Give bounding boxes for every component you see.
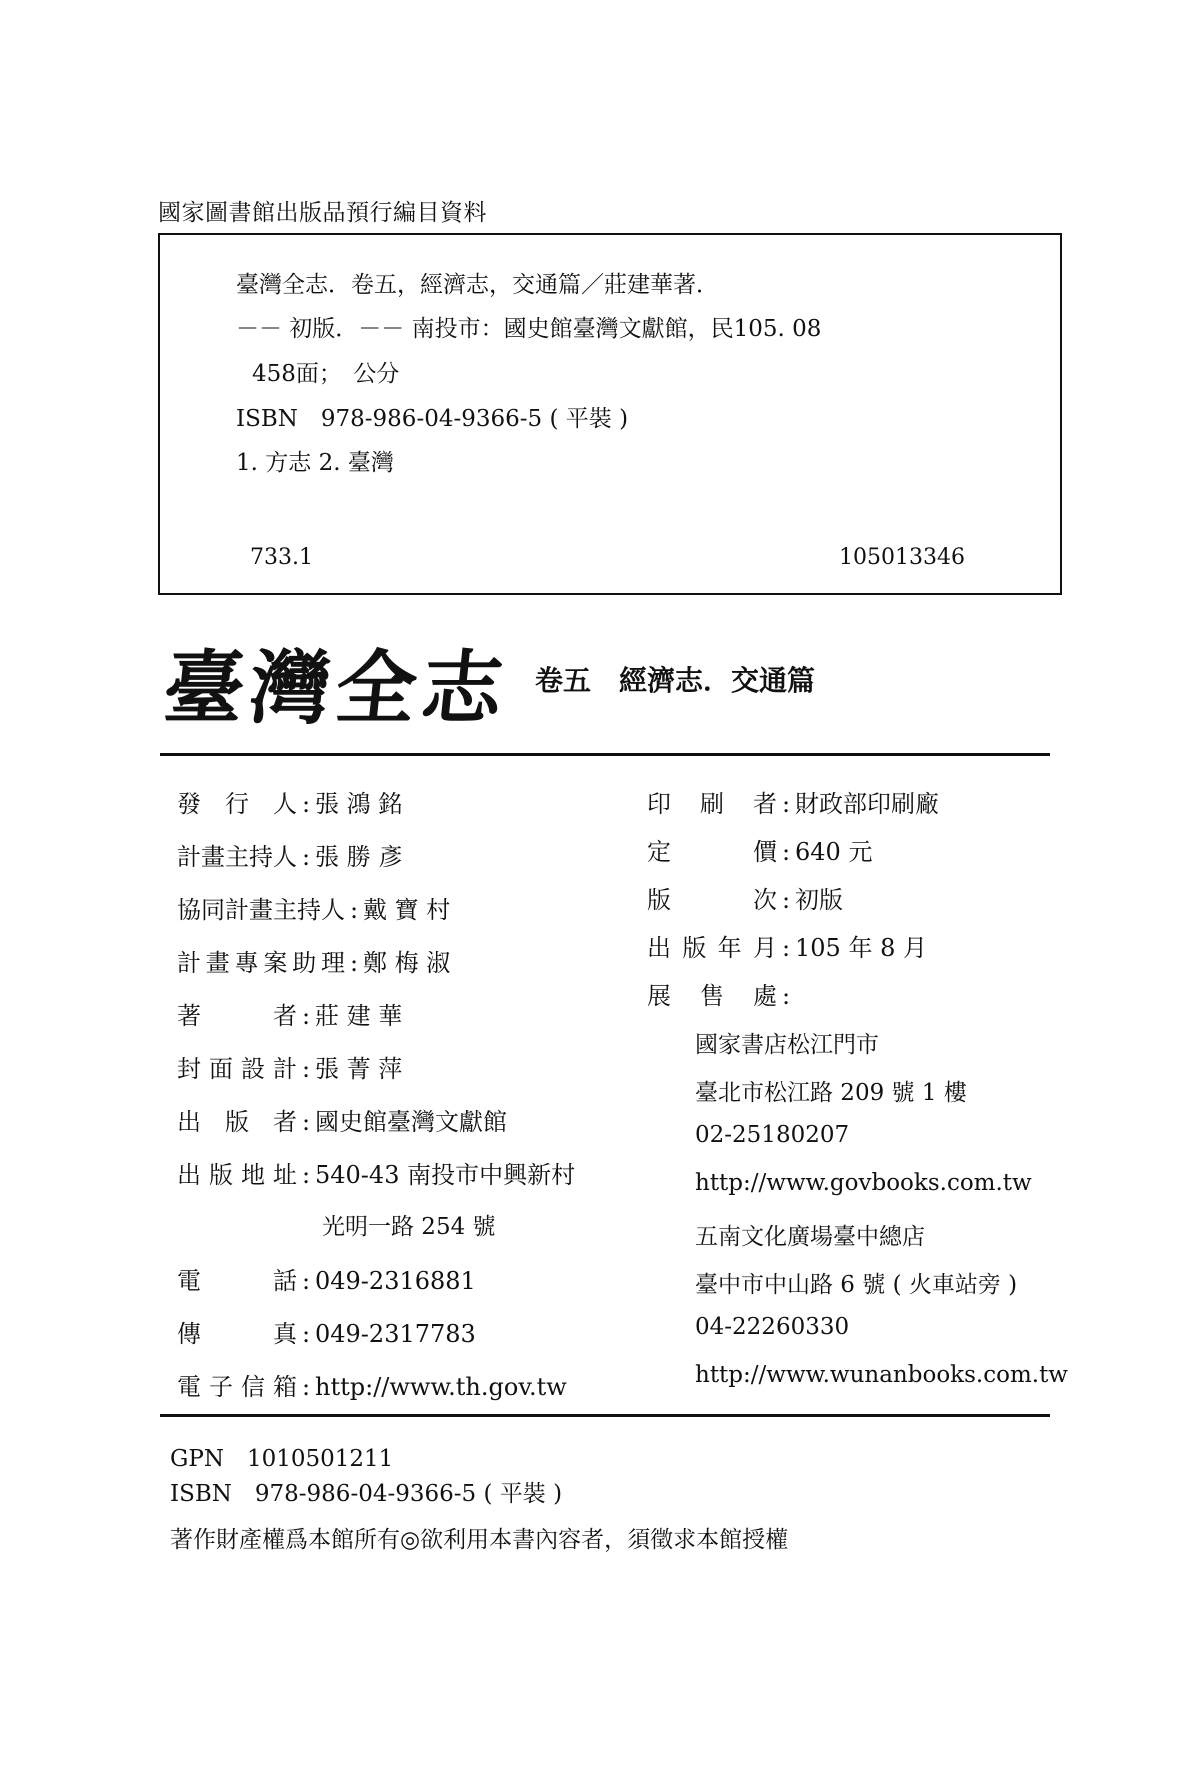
info-label: 出版地址 — [177, 1161, 297, 1189]
info-address-continued: 光明一路 254 號 — [322, 1214, 496, 1240]
info-value: 049-2316881 — [315, 1267, 476, 1295]
info-label: 計畫專案助理 — [177, 949, 345, 977]
info-value: 049-2317783 — [315, 1320, 476, 1348]
outlet-line: 五南文化廣場臺中總店 — [695, 1224, 925, 1250]
info-project-assistant: 計畫專案助理 : 鄭 梅 淑 — [177, 943, 450, 978]
info-value: 鄭 梅 淑 — [363, 949, 451, 977]
info-co-host: 協同計畫主持人 : 戴 寶 村 — [177, 890, 450, 925]
info-value: 財政部印刷廠 — [795, 790, 939, 818]
isbn-number: ISBN 978-986-04-9366-5 ( 平裝 ) — [170, 1481, 563, 1507]
info-publisher: 出版者 : 國史館臺灣文獻館 — [177, 1102, 507, 1137]
info-label: 傳真 — [177, 1320, 297, 1348]
info-value: 張 勝 彥 — [315, 843, 403, 871]
volume-title: 卷五 經濟志．交通篇 — [535, 664, 816, 697]
info-project-host: 計畫主持人 : 張 勝 彥 — [177, 837, 402, 872]
info-address: 出版地址 : 540-43 南投市中興新村 — [177, 1155, 575, 1190]
info-value: 國史館臺灣文獻館 — [315, 1108, 507, 1136]
cip-edition-line: －－ 初版．－－ 南投市：國史館臺灣文獻館，民105. 08 — [236, 316, 822, 342]
info-value: 張 菁 萍 — [315, 1055, 403, 1083]
outlet-line: 02-25180207 — [695, 1122, 850, 1148]
cip-classification: 733.1 — [250, 545, 313, 570]
info-label: 出版年月 — [647, 934, 777, 962]
gpn-number: GPN 1010501211 — [170, 1446, 394, 1472]
outlet-line: 04-22260330 — [695, 1314, 850, 1340]
info-phone: 電話 : 049-2316881 — [177, 1261, 476, 1296]
info-outlets-label: 展售處 : — [647, 976, 795, 1011]
bottom-divider — [160, 1414, 1050, 1417]
info-printer: 印刷者 : 財政部印刷廠 — [647, 784, 939, 819]
info-website: 電子信箱 : http://www.th.gov.tw — [177, 1367, 567, 1402]
info-value: 張 鴻 銘 — [315, 790, 403, 818]
cip-pages-line: 458面； 公分 — [252, 361, 400, 387]
info-author: 著者 : 莊 建 華 — [177, 996, 402, 1031]
outlet-url[interactable]: http://www.govbooks.com.tw — [695, 1170, 1032, 1196]
info-label: 定價 — [647, 838, 777, 866]
info-label: 協同計畫主持人 — [177, 896, 345, 924]
info-label: 電話 — [177, 1267, 297, 1295]
copyright-notice: 著作財產權爲本館所有◎欲利用本書內容者，須徵求本館授權 — [170, 1527, 789, 1553]
info-edition: 版次 : 初版 — [647, 880, 843, 915]
info-label: 電子信箱 — [177, 1373, 297, 1401]
cip-subject-line: 1. 方志 2. 臺灣 — [236, 450, 394, 476]
info-label: 展售處 — [647, 982, 777, 1010]
info-value: 105 年 8 月 — [795, 934, 927, 962]
info-label: 出版者 — [177, 1108, 297, 1136]
info-value: 莊 建 華 — [315, 1002, 403, 1030]
cip-heading: 國家圖書館出版品預行編目資料 — [158, 200, 487, 226]
outlet-line: 臺中市中山路 6 號 ( 火車站旁 ) — [695, 1272, 1018, 1298]
cip-box — [158, 233, 1062, 595]
info-value: 540-43 南投市中興新村 — [315, 1161, 576, 1189]
info-label: 計畫主持人 — [177, 843, 297, 871]
info-publish-date: 出版年月 : 105 年 8 月 — [647, 928, 927, 963]
info-value: 初版 — [795, 886, 843, 914]
info-label: 封面設計 — [177, 1055, 297, 1083]
info-cover-design: 封面設計 : 張 菁 萍 — [177, 1049, 402, 1084]
info-price: 定價 : 640 元 — [647, 832, 872, 867]
top-divider — [160, 753, 1050, 756]
series-logo: 臺灣全志 — [159, 641, 514, 735]
cip-record-number: 105013346 — [839, 545, 965, 570]
info-label: 著者 — [177, 1002, 297, 1030]
info-fax: 傳真 : 049-2317783 — [177, 1314, 476, 1349]
outlet-line: 臺北市松江路 209 號 1 樓 — [695, 1080, 967, 1106]
outlet-url[interactable]: http://www.wunanbooks.com.tw — [695, 1362, 1068, 1388]
info-label: 版次 — [647, 886, 777, 914]
info-publisher-person: 發行人 : 張 鴻 銘 — [177, 784, 402, 819]
info-value: 戴 寶 村 — [363, 896, 451, 924]
outlet-line: 國家書店松江門市 — [695, 1032, 879, 1058]
info-value: 640 元 — [795, 838, 873, 866]
cip-isbn-line: ISBN 978-986-04-9366-5 ( 平裝 ) — [236, 406, 629, 432]
cip-title-line: 臺灣全志．卷五，經濟志，交通篇／莊建華著． — [236, 272, 719, 298]
info-label: 發行人 — [177, 790, 297, 818]
info-value: http://www.th.gov.tw — [315, 1373, 567, 1401]
info-label: 印刷者 — [647, 790, 777, 818]
